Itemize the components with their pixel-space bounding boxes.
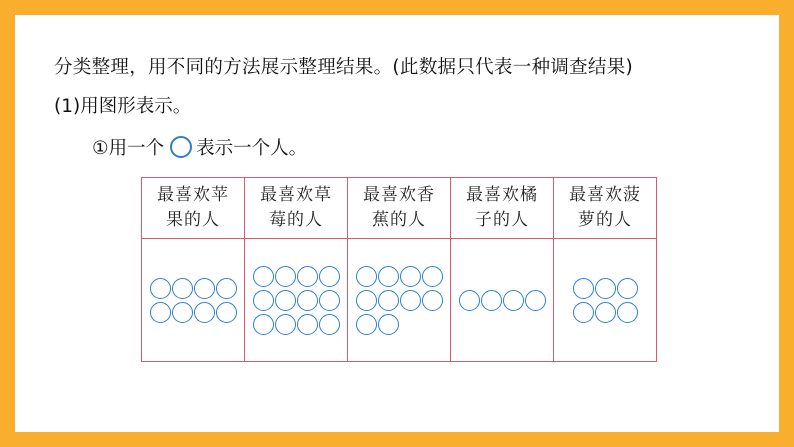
person-circle-icon [400,290,421,311]
person-circle-icon [481,290,502,311]
header-cell-apple [142,178,245,239]
tally-cell-strawberry [245,239,348,362]
person-circle-icon [525,290,546,311]
person-circle-icon [297,266,318,287]
header-label-line1: 最喜欢香 [363,185,435,205]
header-cell-banana [348,178,451,239]
person-circle-icon [297,290,318,311]
person-circle-icon [573,302,594,323]
tally-cell-banana [348,239,451,362]
header-label-line2: 子的人 [475,210,529,230]
person-circle-icon [319,290,340,311]
person-circle-icon [422,290,443,311]
person-circle-icon [356,290,377,311]
person-circle-icon [503,290,524,311]
person-circle-icon [356,314,377,335]
person-circle-icon [275,266,296,287]
tally-cell-pineapple [554,239,657,362]
person-circle-icon [253,290,274,311]
person-circle-icon [378,314,399,335]
person-circle-icon [253,314,274,335]
header-label-line1: 最喜欢菠 [569,185,641,205]
legend-prefix: ①用一个 [92,138,165,159]
person-circle-icon [617,302,638,323]
person-circle-icon [319,266,340,287]
circle-icon [170,136,192,158]
task-heading: 分类整理，用不同的方法展示整理结果。(此数据只代表一种调查结果) [54,57,634,78]
person-circle-icon [275,290,296,311]
person-circle-icon [595,302,616,323]
person-circle-icon [459,290,480,311]
person-circle-icon [150,302,171,323]
header-cell-orange [451,178,554,239]
person-circle-icon [400,266,421,287]
subheading: (1)用图形表示。 [54,96,192,117]
header-label-line1: 最喜欢草 [260,185,332,205]
legend-suffix: 表示一个人。 [196,138,308,159]
person-circle-icon [253,266,274,287]
person-circle-icon [275,314,296,335]
person-circle-icon [319,314,340,335]
person-circle-icon [172,302,193,323]
tally-cell-orange [451,239,554,362]
tally-table [141,177,657,362]
header-cell-pineapple [554,178,657,239]
person-circle-icon [378,290,399,311]
header-label-line1: 最喜欢橘 [466,185,538,205]
tally-cell-apple [142,239,245,362]
person-circle-icon [150,278,171,299]
person-circle-icon [297,314,318,335]
header-label-line2: 果的人 [166,210,220,230]
person-circle-icon [216,302,237,323]
person-circle-icon [356,266,377,287]
person-circle-icon [194,302,215,323]
header-label-line2: 蕉的人 [372,210,426,230]
person-circle-icon [378,266,399,287]
legend-line [92,134,307,160]
person-circle-icon [172,278,193,299]
header-label-line1: 最喜欢苹 [157,185,229,205]
header-label-line2: 莓的人 [269,210,323,230]
tally-row [142,239,657,362]
person-circle-icon [573,278,594,299]
header-label-line2: 萝的人 [578,210,632,230]
person-circle-icon [422,266,443,287]
person-circle-icon [216,278,237,299]
person-circle-icon [617,278,638,299]
person-circle-icon [194,278,215,299]
header-cell-strawberry [245,178,348,239]
header-row [142,178,657,239]
person-circle-icon [595,278,616,299]
